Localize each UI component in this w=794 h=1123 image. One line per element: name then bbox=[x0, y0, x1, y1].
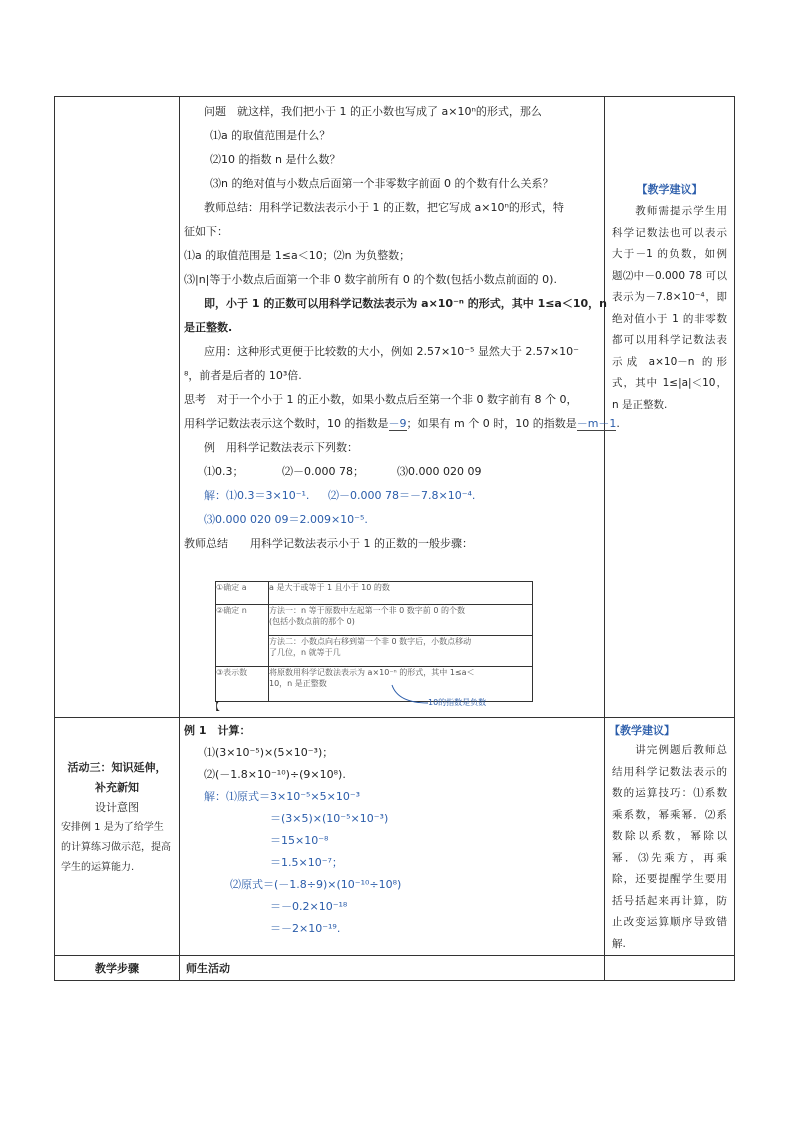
solution-step-1: 解：⑴原式＝3×10⁻⁵×5×10⁻³ bbox=[204, 790, 361, 803]
method2-line1: 方法二：小数点向右移到第一个非 0 数字后，小数点移动 bbox=[269, 637, 472, 646]
step-n-method1 bbox=[269, 605, 533, 636]
problem-1: ⑴(3×10⁻⁵)×(5×10⁻³)； bbox=[204, 746, 334, 759]
steps-table bbox=[215, 581, 533, 702]
step-express-label: ③表示数 bbox=[216, 667, 269, 702]
method1-line2: (包括小数点前的那个 0) bbox=[269, 617, 355, 626]
steps-row-a bbox=[216, 582, 533, 605]
middle-cell-example bbox=[180, 718, 605, 956]
activity-title-line2: 补充新知 bbox=[95, 781, 139, 794]
feature-2: ⑶|n|等于小数点后面第一个非 0 数字前所有 0 的个数(包括小数点前面的 0). bbox=[184, 273, 557, 286]
solution-2: ⑵－0.000 78＝－7.8×10⁻⁴. bbox=[328, 489, 476, 502]
table-row-activity-three bbox=[55, 718, 735, 956]
solution-step-5: ⑵原式＝(－1.8÷9)×(10⁻¹⁰÷10⁸) bbox=[230, 878, 402, 891]
callout-negative-exponent: 10的指数是负数 bbox=[428, 698, 487, 707]
application-line1: 应用：这种形式更便于比较数的大小，例如 2.57×10⁻⁵ 显然大于 2.57×10⁻ bbox=[204, 345, 579, 358]
stray-bracket: 【 bbox=[210, 702, 220, 713]
express-line1: 将原数用科学记数法表示为 a×10⁻ⁿ 的形式，其中 1≤a＜ bbox=[269, 668, 475, 677]
step-n-method2 bbox=[269, 636, 533, 667]
think-end: . bbox=[616, 417, 620, 430]
solution-step-4: ＝1.5×10⁻⁷； bbox=[270, 856, 343, 869]
lesson-plan-table bbox=[54, 96, 735, 981]
suggestion-title: 【教学建议】 bbox=[636, 183, 703, 196]
question-1: ⑴a 的取值范围是什么？ bbox=[210, 129, 331, 142]
solution-step-6: ＝－0.2×10⁻¹⁸ bbox=[270, 900, 348, 913]
step-n-label: ②确定 n bbox=[216, 605, 269, 667]
right-cell-suggestion bbox=[605, 97, 735, 718]
suggestion-body: 教师需提示学生用科学记数法也可以表示大于－1 的负数，如例题⑵中－0.000 78 可以表示为－7.8×10⁻⁴，即绝对值小于 1 的非零数都可以用科学记数法表示成 a×10－n 的形式，其中 1≤|a|＜10，n 是正整数. bbox=[612, 205, 727, 411]
design-intent-title: 设计意图 bbox=[95, 801, 139, 814]
right-cell-suggestion-2 bbox=[605, 718, 735, 956]
application-line2: ⁸，前者是后者的 10³倍. bbox=[184, 369, 302, 382]
think-line1: 思考 对于一个小于 1 的正小数，如果小数点后至第一个非 0 数字前有 8 个 0， bbox=[184, 393, 578, 406]
solution-1: 解：⑴0.3＝3×10⁻¹. bbox=[204, 489, 310, 502]
solution-step-2: ＝(3×5)×(10⁻⁵×10⁻³) bbox=[270, 812, 389, 825]
teacher-summary-line1: 教师总结：用科学记数法表示小于 1 的正数，把它写成 a×10ⁿ的形式，特 bbox=[204, 201, 564, 214]
question-3: ⑶n 的绝对值与小数点后面第一个非零数字前面 0 的个数有什么关系？ bbox=[210, 177, 554, 190]
middle-cell-content bbox=[180, 97, 620, 718]
express-line2: 10，n 是正整数 bbox=[269, 679, 327, 688]
footer-teaching-steps: 教学步骤 bbox=[55, 956, 180, 981]
callout-arrow-icon bbox=[390, 683, 430, 707]
think-text-a: 用科学记数法表示这个数时，10 的指数是 bbox=[184, 417, 389, 430]
conclusion-line1: 即，小于 1 的正数可以用科学记数法表示为 a×10⁻ⁿ 的形式，其中 1≤a＜10，n bbox=[204, 297, 607, 310]
conclusion-line2: 是正整数. bbox=[184, 321, 233, 334]
solution-step-3: ＝15×10⁻⁸ bbox=[270, 834, 329, 847]
step-a-label: ①确定 a bbox=[216, 582, 269, 605]
method2-line2: 了几位，n 就等于几 bbox=[269, 648, 341, 657]
left-cell-activity bbox=[55, 718, 180, 956]
footer-empty bbox=[605, 956, 735, 981]
step-a-text: a 是大于或等于 1 且小于 10 的数 bbox=[269, 582, 533, 605]
steps-intro: 教师总结 用科学记数法表示小于 1 的正数的一般步骤： bbox=[184, 537, 473, 550]
question-intro: 问题 就这样，我们把小于 1 的正小数也写成了 a×10ⁿ的形式，那么 bbox=[204, 105, 542, 118]
think-line2 bbox=[184, 417, 620, 431]
think-answer-2: －m－1 bbox=[576, 417, 617, 430]
table-row-scientific-notation bbox=[55, 97, 735, 718]
solution-step-7: ＝－2×10⁻¹⁹. bbox=[270, 922, 341, 935]
left-cell-empty bbox=[55, 97, 180, 718]
activity-title-line1: 活动三：知识延伸， bbox=[67, 761, 167, 774]
example-item-3: ⑶0.000 020 09 bbox=[397, 465, 482, 478]
think-text-b: ；如果有 m 个 0 时，10 的指数是 bbox=[406, 417, 577, 430]
method1-line1: 方法一：n 等于原数中左起第一个非 0 数字前 0 的个数 bbox=[269, 606, 465, 615]
example1-title: 例 1 计算： bbox=[184, 724, 251, 737]
question-2: ⑵10 的指数 n 是什么数？ bbox=[210, 153, 341, 166]
design-intent-body: 安排例 1 是为了给学生的计算练习做示范，提高学生的运算能力. bbox=[61, 822, 171, 873]
steps-row-n bbox=[216, 605, 533, 636]
suggestion-body-2: 讲完例题后教师总结用科学记数法表示的数的运算技巧：⑴系数乘系数，幂乘幂．⑵系数除以系数，幂除以幂．⑶先乘方，再乘除，还要提醒学生要用括号括起来再计算，防止改变运算顺序导致错解. bbox=[612, 744, 727, 950]
table-row-footer bbox=[55, 956, 735, 981]
suggestion-title-2: 【教学建议】 bbox=[609, 724, 675, 737]
problem-2: ⑵(－1.8×10⁻¹⁰)÷(9×10⁸). bbox=[204, 768, 346, 781]
feature-1: ⑴a 的取值范围是 1≤a＜10；⑵n 为负整数； bbox=[184, 249, 411, 262]
think-answer-1: －9 bbox=[388, 417, 407, 430]
footer-teacher-student-activity: 师生活动 bbox=[180, 956, 605, 981]
example-title: 例 用科学记数法表示下列数： bbox=[204, 441, 358, 454]
teacher-summary-line2: 征如下： bbox=[184, 225, 228, 238]
solution-3: ⑶0.000 020 09＝2.009×10⁻⁵. bbox=[204, 513, 368, 526]
example-item-2: ⑵－0.000 78； bbox=[282, 465, 364, 478]
example-item-1: ⑴0.3； bbox=[204, 465, 244, 478]
